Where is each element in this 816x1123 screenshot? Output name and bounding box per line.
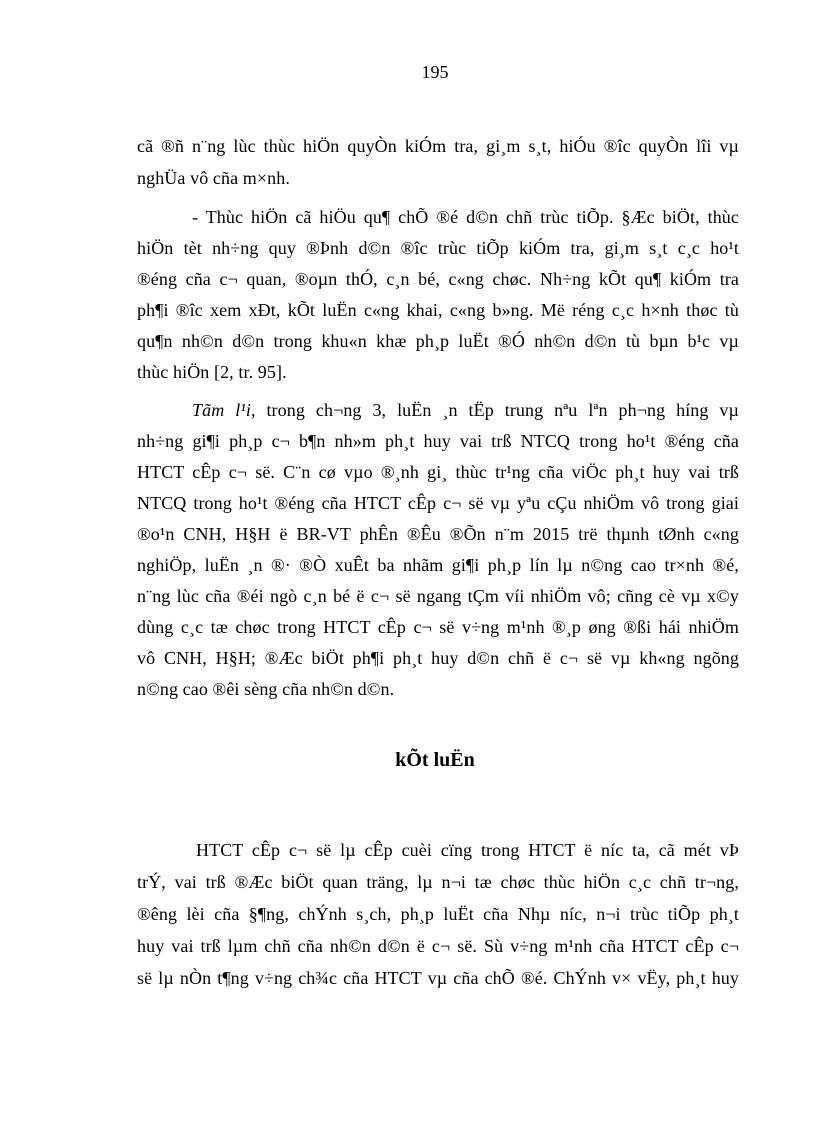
paragraph-line: qu¶n nh©n d©n trong khu«n khæ ph¸p luËt ®Ó nh©n d©n tù bµn b¹c vµ — [137, 331, 739, 351]
paragraph-line: ®éng cña c¬ quan, ®oµn thÓ, c¸n bé, c«ng chøc. Nh÷ng kÕt qu¶ kiÓm tra — [137, 269, 739, 289]
paragraph-line: huy vai trß lµm chñ cña nh©n d©n ë c¬ së. Sù v÷ng m¹nh cña HTCT cÊp c¬ — [137, 936, 739, 956]
paragraph-line: thùc hiÖn [2, tr. 95]. — [137, 362, 287, 382]
paragraph-line: n©ng cao ®êi sèng cña nh©n d©n. — [137, 679, 395, 699]
paragraph-line: ®êng lèi cña §¶ng, chÝnh s¸ch, ph¸p luËt cña Nhµ níc, n¬i trùc tiÕp ph¸t — [137, 904, 739, 924]
paragraph-text: , trong ch¬ng 3, luËn ¸n tËp trung nªu lªn ph¬ng híng vµ — [250, 400, 739, 420]
page-number: 195 — [421, 62, 449, 82]
italic-phrase: Tãm l¹i — [192, 400, 251, 420]
paragraph-line: HTCT cÊp c¬ së lµ cÊp cuèi cïng trong HTCT ë níc ta, cã mét vÞ — [196, 840, 739, 860]
paragraph-line: nghiÖp, luËn ¸n ®· ®Ò xuÊt ba nhãm gi¶i ph¸p lín lµ n©ng cao tr×nh ®é, — [137, 555, 739, 575]
paragraph-line: - Thùc hiÖn cã hiÖu qu¶ chÕ ®é d©n chñ trùc tiÕp. §Æc biÖt, thùc — [192, 207, 739, 227]
paragraph-line: NTCQ trong ho¹t ®éng cña HTCT cÊp c¬ së vµ yªu cÇu nhiÖm vô trong giai — [137, 493, 739, 513]
paragraph-line: nh÷ng gi¶i ph¸p c¬ b¶n nh»m ph¸t huy vai trß NTCQ trong ho¹t ®éng cña — [137, 431, 739, 451]
paragraph-line: së lµ nÒn t¶ng v÷ng ch¾c cña HTCT vµ cña chÕ ®é. ChÝnh v× vËy, ph¸t huy — [137, 968, 739, 988]
paragraph-line: trÝ, vai trß ®Æc biÖt quan träng, lµ n¬i tæ chøc thùc hiÖn c¸c chñ tr¬ng, — [137, 872, 739, 892]
paragraph-line: hiÖn tèt nh÷ng quy ®Þnh d©n ®îc trùc tiÕp kiÓm tra, gi¸m s¸t c¸c ho¹t — [137, 238, 739, 258]
paragraph-line: ph¶i ®îc xem xÐt, kÕt luËn c«ng khai, c«ng b»ng. Më réng c¸c h×nh thøc tù — [137, 300, 739, 320]
paragraph-line: ®o¹n CNH, H§H ë BR-VT phÊn ®Êu ®Õn n¨m 2015 trë thµnh tØnh c«ng — [137, 524, 739, 544]
paragraph-line — [192, 400, 739, 421]
paragraph-line: n¨ng lùc cña ®éi ngò c¸n bé ë c¬ së ngang tÇm víi nhiÖm vô; cñng cè vµ x©y — [137, 586, 739, 606]
paragraph-line: vô CNH, H§H; ®Æc biÖt ph¶i ph¸t huy d©n chñ ë c¬ së vµ kh«ng ngõng — [137, 648, 739, 668]
paragraph-line: nghÜa vô cña m×nh. — [137, 168, 290, 188]
paragraph-line: dùng c¸c tæ chøc trong HTCT cÊp c¬ së v÷ng m¹nh ®¸p øng ®ßi hái nhiÖm — [137, 617, 739, 637]
paragraph-line: cã ®ñ n¨ng lùc thùc hiÖn quyÒn kiÓm tra, gi¸m s¸t, hiÓu ®îc quyÒn lîi vµ — [137, 136, 739, 156]
paragraph-line: HTCT cÊp c¬ së. C¨n cø vµo ®¸nh gi¸ thùc tr¹ng cña viÖc ph¸t huy vai trß — [137, 462, 739, 482]
section-heading: kÕt luËn — [395, 749, 475, 771]
